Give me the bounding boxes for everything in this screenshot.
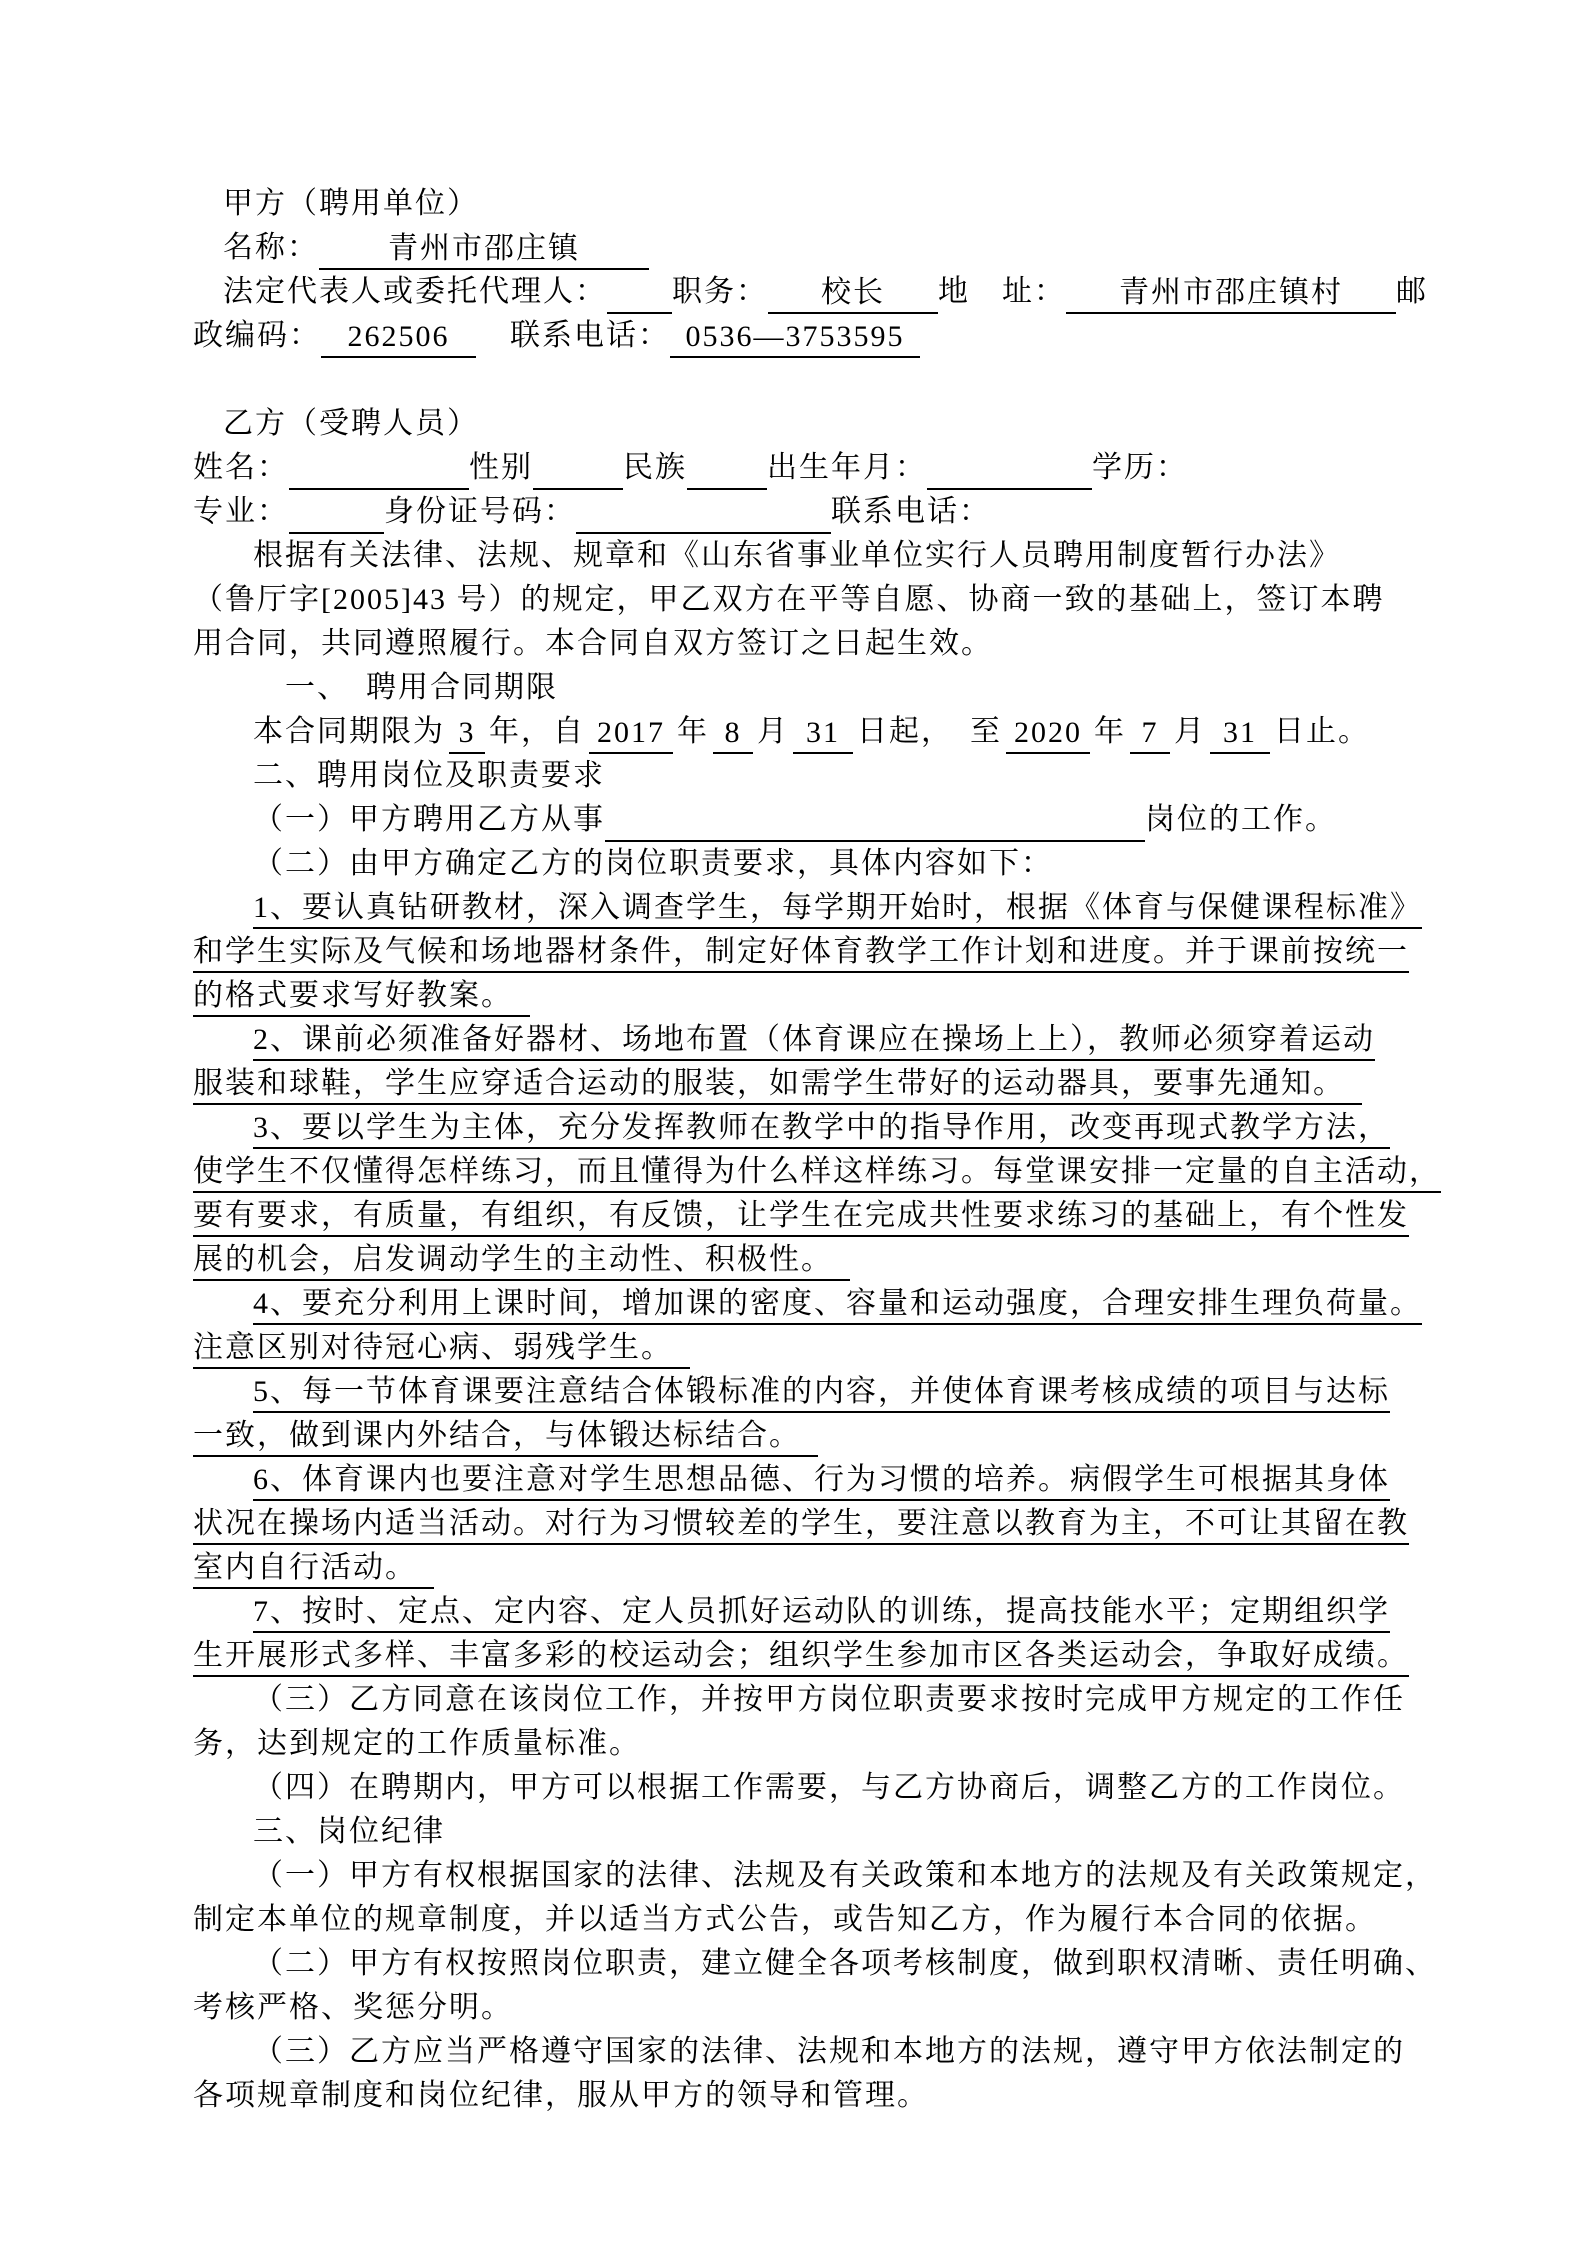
postal-label: 政编码：: [193, 319, 321, 352]
party-b-heading: 乙方（受聘人员）: [223, 407, 479, 440]
start-day-field[interactable]: [793, 713, 853, 754]
postal-wrap-char: 邮: [1396, 275, 1428, 308]
discipline-3-line: （三）乙方应当严格遵守国家的法律、法规和本地方的法规，遵守甲方依法制定的: [253, 2035, 1405, 2068]
duty-label: 职务：: [672, 275, 768, 308]
postal-field[interactable]: [321, 317, 476, 358]
party-a-postal-line: [193, 314, 1446, 358]
clause-4-line: （四）在聘期内，甲方可以根据工作需要，与乙方协商后，调整乙方的工作岗位。: [253, 1771, 1405, 1804]
discipline-3-line: 各项规章制度和岗位纪律，服从甲方的领导和管理。: [193, 2079, 929, 2112]
term-text: 日止。: [1274, 715, 1370, 748]
postal-value: 262506: [347, 320, 450, 353]
b-phone-label: 联系电话：: [831, 495, 991, 528]
party-b-name-line: [193, 446, 1446, 490]
position-clause-line: [193, 798, 1446, 842]
party-a-name-line: [193, 226, 1446, 270]
end-year-field[interactable]: [1006, 713, 1090, 754]
duty-6-line: 室内自行活动。: [193, 1551, 434, 1584]
start-day-value: 31: [806, 716, 840, 749]
b-name-field[interactable]: [289, 449, 469, 490]
position-field[interactable]: [605, 801, 1145, 842]
duty-4-line: 4、要充分利用上课时间，增加课的密度、容量和运动强度，合理安排生理负荷量。: [253, 1287, 1422, 1320]
term-text: 年，自: [489, 715, 585, 748]
discipline-1-line: 制定本单位的规章制度，并以适当方式公告，或告知乙方，作为履行本合同的依据。: [193, 1903, 1377, 1936]
term-years-value: 3: [458, 716, 476, 749]
duty-3-line: 3、要以学生为主体，充分发挥教师在教学中的指导作用，改变再现式教学方法，: [253, 1111, 1390, 1144]
major-field[interactable]: [289, 493, 384, 534]
end-month-value: 7: [1141, 716, 1159, 749]
phone-value: 0536—3753595: [685, 320, 905, 353]
phone-field[interactable]: [670, 317, 920, 358]
duty-5-line: 一致，做到课内外结合，与体锻达标结合。: [193, 1419, 818, 1452]
section-2-heading: 二、聘用岗位及职责要求: [253, 759, 605, 792]
party-a-name-field[interactable]: [319, 229, 649, 270]
b-name-label: 姓名：: [193, 451, 289, 484]
gender-label: 性别: [469, 451, 533, 484]
document-content: [193, 182, 1446, 2118]
major-label: 专业：: [193, 495, 289, 528]
duties-intro-line: （二）由甲方确定乙方的岗位职责要求，具体内容如下：: [253, 847, 1053, 880]
duty-field[interactable]: [768, 273, 938, 314]
start-month-value: 8: [724, 716, 742, 749]
duty-value: 校长: [821, 276, 885, 309]
clause-3-line: 务，达到规定的工作质量标准。: [193, 1727, 641, 1760]
party-a-name-value: 青州市邵庄镇: [388, 232, 580, 265]
end-day-value: 31: [1223, 716, 1257, 749]
ethnicity-label: 民族: [623, 451, 687, 484]
end-month-field[interactable]: [1130, 713, 1170, 754]
gender-field[interactable]: [533, 449, 623, 490]
party-a-heading: 甲方（聘用单位）: [223, 187, 479, 220]
id-field[interactable]: [576, 493, 831, 534]
duty-1-line: 的格式要求写好教案。: [193, 979, 530, 1012]
duty-3-line: 展的机会，启发调动学生的主动性、积极性。: [193, 1243, 850, 1276]
term-text: 年: [1094, 715, 1126, 748]
position-clause-prefix: （一）甲方聘用乙方从事: [253, 803, 605, 836]
term-text: 月: [757, 715, 789, 748]
discipline-2-line: 考核严格、奖惩分明。: [193, 1991, 513, 2024]
phone-label: 联系电话：: [510, 319, 670, 352]
legal-rep-field[interactable]: [607, 273, 672, 314]
birth-field[interactable]: [927, 449, 1092, 490]
preamble-line: 根据有关法律、法规、规章和《山东省事业单位实行人员聘用制度暂行办法》: [253, 539, 1341, 572]
duty-1-line: 1、要认真钻研教材，深入调查学生，每学期开始时，根据《体育与保健课程标准》: [253, 891, 1422, 924]
position-clause-suffix: 岗位的工作。: [1145, 803, 1337, 836]
party-a-rep-line: [193, 270, 1446, 314]
start-month-field[interactable]: [713, 713, 753, 754]
address-label: 地 址：: [938, 275, 1066, 308]
address-field[interactable]: [1066, 273, 1396, 314]
duty-6-line: 状况在操场内适当活动。对行为习惯较差的学生，要注意以教育为主，不可让其留在教: [193, 1507, 1409, 1540]
legal-rep-label: 法定代表人或委托代理人：: [223, 275, 607, 308]
education-label: 学历：: [1092, 451, 1188, 484]
discipline-2-line: （二）甲方有权按照岗位职责，建立健全各项考核制度，做到职权清晰、责任明确、: [253, 1947, 1437, 1980]
duty-6-line: 6、体育课内也要注意对学生思想品德、行为习惯的培养。病假学生可根据其身体: [253, 1463, 1390, 1496]
clause-3-line: （三）乙方同意在该岗位工作，并按甲方岗位职责要求按时完成甲方规定的工作任: [253, 1683, 1405, 1716]
ethnicity-field[interactable]: [687, 449, 767, 490]
address-value: 青州市邵庄镇村: [1119, 276, 1343, 309]
preamble-line: （鲁厅字[2005]43 号）的规定，甲乙双方在平等自愿、协商一致的基础上，签订本聘: [193, 583, 1385, 616]
preamble-line: 用合同，共同遵照履行。本合同自双方签订之日起生效。: [193, 627, 993, 660]
duty-3-line: 要有要求，有质量，有组织，有反馈，让学生在完成共性要求练习的基础上，有个性发: [193, 1199, 1409, 1232]
contract-term-line: [193, 710, 1446, 754]
start-year-field[interactable]: [589, 713, 673, 754]
duty-7-line: 7、按时、定点、定内容、定人员抓好运动队的训练，提高技能水平；定期组织学: [253, 1595, 1390, 1628]
party-b-major-line: [193, 490, 1446, 534]
name-label: 名称：: [223, 231, 319, 264]
id-label: 身份证号码：: [384, 495, 576, 528]
duty-1-line: 和学生实际及气候和场地器材条件，制定好体育教学工作计划和进度。并于课前按统一: [193, 935, 1409, 968]
term-text: 月: [1174, 715, 1206, 748]
spacer-line: [193, 358, 1446, 402]
section-3-heading: 三、岗位纪律: [253, 1815, 445, 1848]
end-day-field[interactable]: [1210, 713, 1270, 754]
duty-5-line: 5、每一节体育课要注意结合体锻标准的内容，并使体育课考核成绩的项目与达标: [253, 1375, 1390, 1408]
start-year-value: 2017: [597, 716, 665, 749]
term-text: 本合同期限为: [253, 715, 445, 748]
term-text: 至: [970, 715, 1002, 748]
term-years-field[interactable]: [449, 713, 485, 754]
duty-3-line: 使学生不仅懂得怎样练习，而且懂得为什么样这样练习。每堂课安排一定量的自主活动，: [193, 1155, 1441, 1188]
duty-4-line: 注意区别对待冠心病、弱残学生。: [193, 1331, 690, 1364]
duty-2-line: 服装和球鞋，学生应穿适合运动的服装，如需学生带好的运动器具，要事先通知。: [193, 1067, 1362, 1100]
section-1-heading: 一、 聘用合同期限: [285, 671, 558, 704]
duty-2-line: 2、课前必须准备好器材、场地布置（体育课应在操场上上），教师必须穿着运动: [253, 1023, 1375, 1056]
term-text: 年: [677, 715, 709, 748]
term-text: 日起，: [857, 715, 970, 748]
discipline-1-line: （一）甲方有权根据国家的法律、法规及有关政策和本地方的法规及有关政策规定，: [253, 1859, 1437, 1892]
end-year-value: 2020: [1014, 716, 1082, 749]
birth-label: 出生年月：: [767, 451, 927, 484]
duty-7-line: 生开展形式多样、丰富多彩的校运动会；组织学生参加市区各类运动会，争取好成绩。: [193, 1639, 1409, 1672]
